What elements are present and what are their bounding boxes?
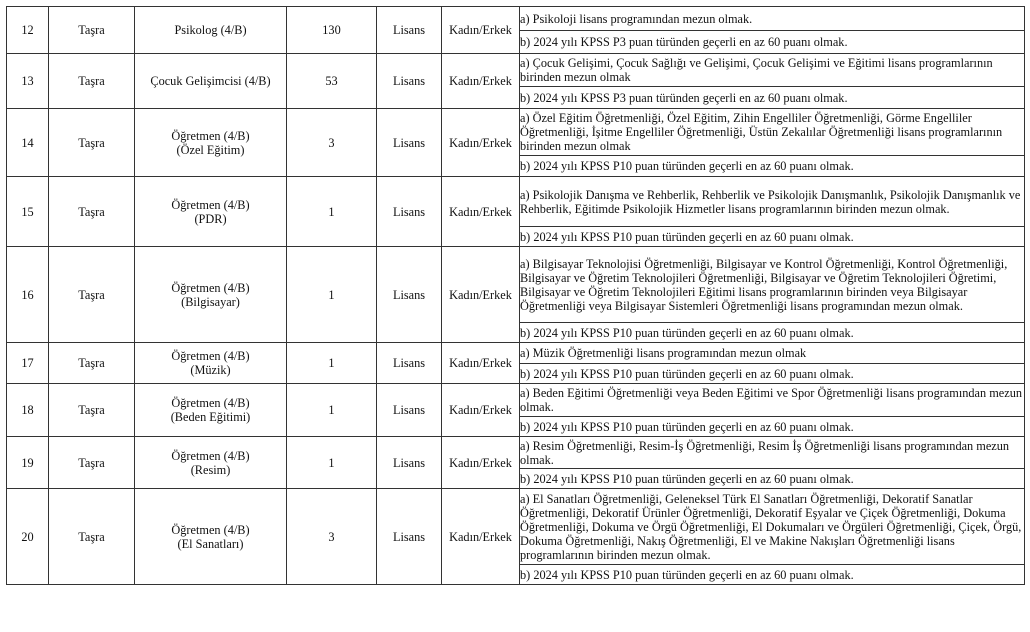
title-subtitle: (Beden Eğitimi) <box>170 410 251 424</box>
title-cell <box>135 247 287 343</box>
requirement-a: a) Psikolojik Danışma ve Rehberlik, Rehberlik ve Psikolojik Danışmanlık, Psikolojik Danışmanlık ve Rehberlik, Eğitimde Psikolojik Hizmetler lisans programlarının birinden mezun olmak. <box>520 177 1025 227</box>
education-level-cell: Lisans <box>377 54 442 109</box>
location-cell: Taşra <box>49 109 135 177</box>
requirement-b: b) 2024 yılı KPSS P10 puan türünden geçerli en az 60 puanı olmak. <box>520 565 1025 585</box>
title-subtitle: (PDR) <box>194 211 227 226</box>
gender-cell: Kadın/Erkek <box>442 343 520 384</box>
location-cell: Taşra <box>49 7 135 54</box>
count-cell: 3 <box>287 489 377 585</box>
row-number: 12 <box>7 7 49 54</box>
count-cell: 1 <box>287 384 377 437</box>
requirement-a: a) Bilgisayar Teknolojisi Öğretmenliği, Bilgisayar ve Kontrol Öğretmenliği, Kontrol Öğretmenliği, Bilgisayar ve Öğretim Teknolojileri Öğretmenliği, Bilgisayar ve Öğretim Teknolojileri Öğretimi, Bilgisayar ve Öğretim Teknolojileri Eğitimi lisans programlarının birinden veya Bilgisayar Öğretmenliği veya Bilgisayar Sistemleri Öğretmenliği lisans programından mezun olmak. <box>520 247 1025 323</box>
title-text: Öğretmen (4/B) <box>171 522 250 537</box>
row-number: 19 <box>7 437 49 489</box>
requirement-b: b) 2024 yılı KPSS P10 puan türünden geçerli en az 60 puanı olmak. <box>520 227 1025 247</box>
title-cell <box>135 343 287 384</box>
title-subtitle: (Bilgisayar) <box>181 294 240 309</box>
table-row <box>7 489 1025 565</box>
title-subtitle: (Müzik) <box>190 363 231 377</box>
requirement-a: a) Psikoloji lisans programından mezun olmak. <box>520 7 1025 31</box>
location-cell: Taşra <box>49 54 135 109</box>
requirement-b: b) 2024 yılı KPSS P10 puan türünden geçerli en az 60 puanı olmak. <box>520 417 1025 437</box>
table-row <box>7 7 1025 31</box>
gender-cell: Kadın/Erkek <box>442 437 520 489</box>
row-number: 17 <box>7 343 49 384</box>
requirement-a: a) Beden Eğitimi Öğretmenliği veya Beden Eğitimi ve Spor Öğretmenliği lisans programından mezun olmak. <box>520 384 1025 417</box>
location-cell: Taşra <box>49 177 135 247</box>
table-row <box>7 384 1025 417</box>
requirement-a: a) Müzik Öğretmenliği lisans programından mezun olmak <box>520 343 1025 364</box>
requirement-b: b) 2024 yılı KPSS P10 puan türünden geçerli en az 60 puanı olmak. <box>520 469 1025 489</box>
education-level-cell: Lisans <box>377 109 442 177</box>
count-cell: 130 <box>287 7 377 54</box>
count-cell: 1 <box>287 177 377 247</box>
requirement-b: b) 2024 yılı KPSS P3 puan türünden geçerli en az 60 puanı olmak. <box>520 31 1025 54</box>
education-level-cell: Lisans <box>377 7 442 54</box>
requirement-b: b) 2024 yılı KPSS P10 puan türünden geçerli en az 60 puanı olmak. <box>520 364 1025 384</box>
location-cell: Taşra <box>49 437 135 489</box>
title-cell <box>135 177 287 247</box>
location-cell: Taşra <box>49 489 135 585</box>
title-text: Öğretmen (4/B) <box>171 396 250 410</box>
title-cell <box>135 54 287 109</box>
gender-cell: Kadın/Erkek <box>442 54 520 109</box>
requirement-a: a) Özel Eğitim Öğretmenliği, Özel Eğitim, Zihin Engelliler Öğretmenliği, Görme Engelliler Öğretmenliği, İşitme Engelliler Öğretmenliği, Üstün Zekalılar Öğretmenliği lisans programlarının birinden mezun olmak <box>520 109 1025 156</box>
row-number: 16 <box>7 247 49 343</box>
gender-cell: Kadın/Erkek <box>442 489 520 585</box>
count-cell: 1 <box>287 343 377 384</box>
location-cell: Taşra <box>49 384 135 437</box>
location-cell: Taşra <box>49 247 135 343</box>
table-row <box>7 247 1025 323</box>
requirement-b: b) 2024 yılı KPSS P3 puan türünden geçerli en az 60 puanı olmak. <box>520 87 1025 109</box>
table-row <box>7 54 1025 87</box>
count-cell: 1 <box>287 247 377 343</box>
education-level-cell: Lisans <box>377 247 442 343</box>
requirement-b: b) 2024 yılı KPSS P10 puan türünden geçerli en az 60 puanı olmak. <box>520 156 1025 177</box>
gender-cell: Kadın/Erkek <box>442 384 520 437</box>
education-level-cell: Lisans <box>377 384 442 437</box>
table-row <box>7 343 1025 364</box>
row-number: 15 <box>7 177 49 247</box>
count-cell: 3 <box>287 109 377 177</box>
requirement-a: a) El Sanatları Öğretmenliği, Geleneksel Türk El Sanatları Öğretmenliği, Dekoratif Sanatlar Öğretmenliği, Dekoratif Ürünler Öğretmenliği, Dekoratif Eşyalar ve Çiçek Öğretmenliği, Dokuma Öğretmenliği, Dokuma ve Örgü Öğretmenliği, El Dokumaları ve Örgüleri Öğretmenliği, Çiçek, Örgü, Dokuma Öğretmenliği, Nakış Öğretmenliği, El ve Makine Nakışları Öğretmenliği lisans programlarının birinden mezun olmak. <box>520 489 1025 565</box>
count-cell: 1 <box>287 437 377 489</box>
education-level-cell: Lisans <box>377 177 442 247</box>
positions-table <box>6 6 1025 585</box>
row-number: 13 <box>7 54 49 109</box>
count-cell: 53 <box>287 54 377 109</box>
education-level-cell: Lisans <box>377 489 442 585</box>
title-text: Öğretmen (4/B) <box>171 197 250 212</box>
title-cell <box>135 7 287 54</box>
title-subtitle: (Resim) <box>190 462 231 477</box>
table-row <box>7 109 1025 156</box>
title-text: Öğretmen (4/B) <box>171 349 250 363</box>
title-subtitle: (El Sanatları) <box>177 536 244 551</box>
title-text: Öğretmen (4/B) <box>171 448 250 463</box>
location-cell: Taşra <box>49 343 135 384</box>
title-cell <box>135 109 287 177</box>
education-level-cell: Lisans <box>377 437 442 489</box>
gender-cell: Kadın/Erkek <box>442 7 520 54</box>
requirement-a: a) Resim Öğretmenliği, Resim-İş Öğretmenliği, Resim İş Öğretmenliği lisans programından mezun olmak. <box>520 437 1025 469</box>
table-row <box>7 437 1025 469</box>
title-cell <box>135 384 287 437</box>
row-number: 18 <box>7 384 49 437</box>
gender-cell: Kadın/Erkek <box>442 247 520 343</box>
table-row <box>7 177 1025 227</box>
title-subtitle: (Özel Eğitim) <box>176 142 245 157</box>
gender-cell: Kadın/Erkek <box>442 109 520 177</box>
title-text: Öğretmen (4/B) <box>171 128 250 143</box>
title-text: Çocuk Gelişimcisi (4/B) <box>150 74 271 88</box>
title-cell <box>135 437 287 489</box>
title-text: Öğretmen (4/B) <box>171 280 250 295</box>
requirement-a: a) Çocuk Gelişimi, Çocuk Sağlığı ve Gelişimi, Çocuk Gelişimi ve Eğitimi lisans programlarının birinden mezun olmak <box>520 54 1025 87</box>
row-number: 14 <box>7 109 49 177</box>
title-text: Psikolog (4/B) <box>174 23 247 37</box>
row-number: 20 <box>7 489 49 585</box>
gender-cell: Kadın/Erkek <box>442 177 520 247</box>
education-level-cell: Lisans <box>377 343 442 384</box>
title-cell <box>135 489 287 585</box>
requirement-b: b) 2024 yılı KPSS P10 puan türünden geçerli en az 60 puanı olmak. <box>520 323 1025 343</box>
